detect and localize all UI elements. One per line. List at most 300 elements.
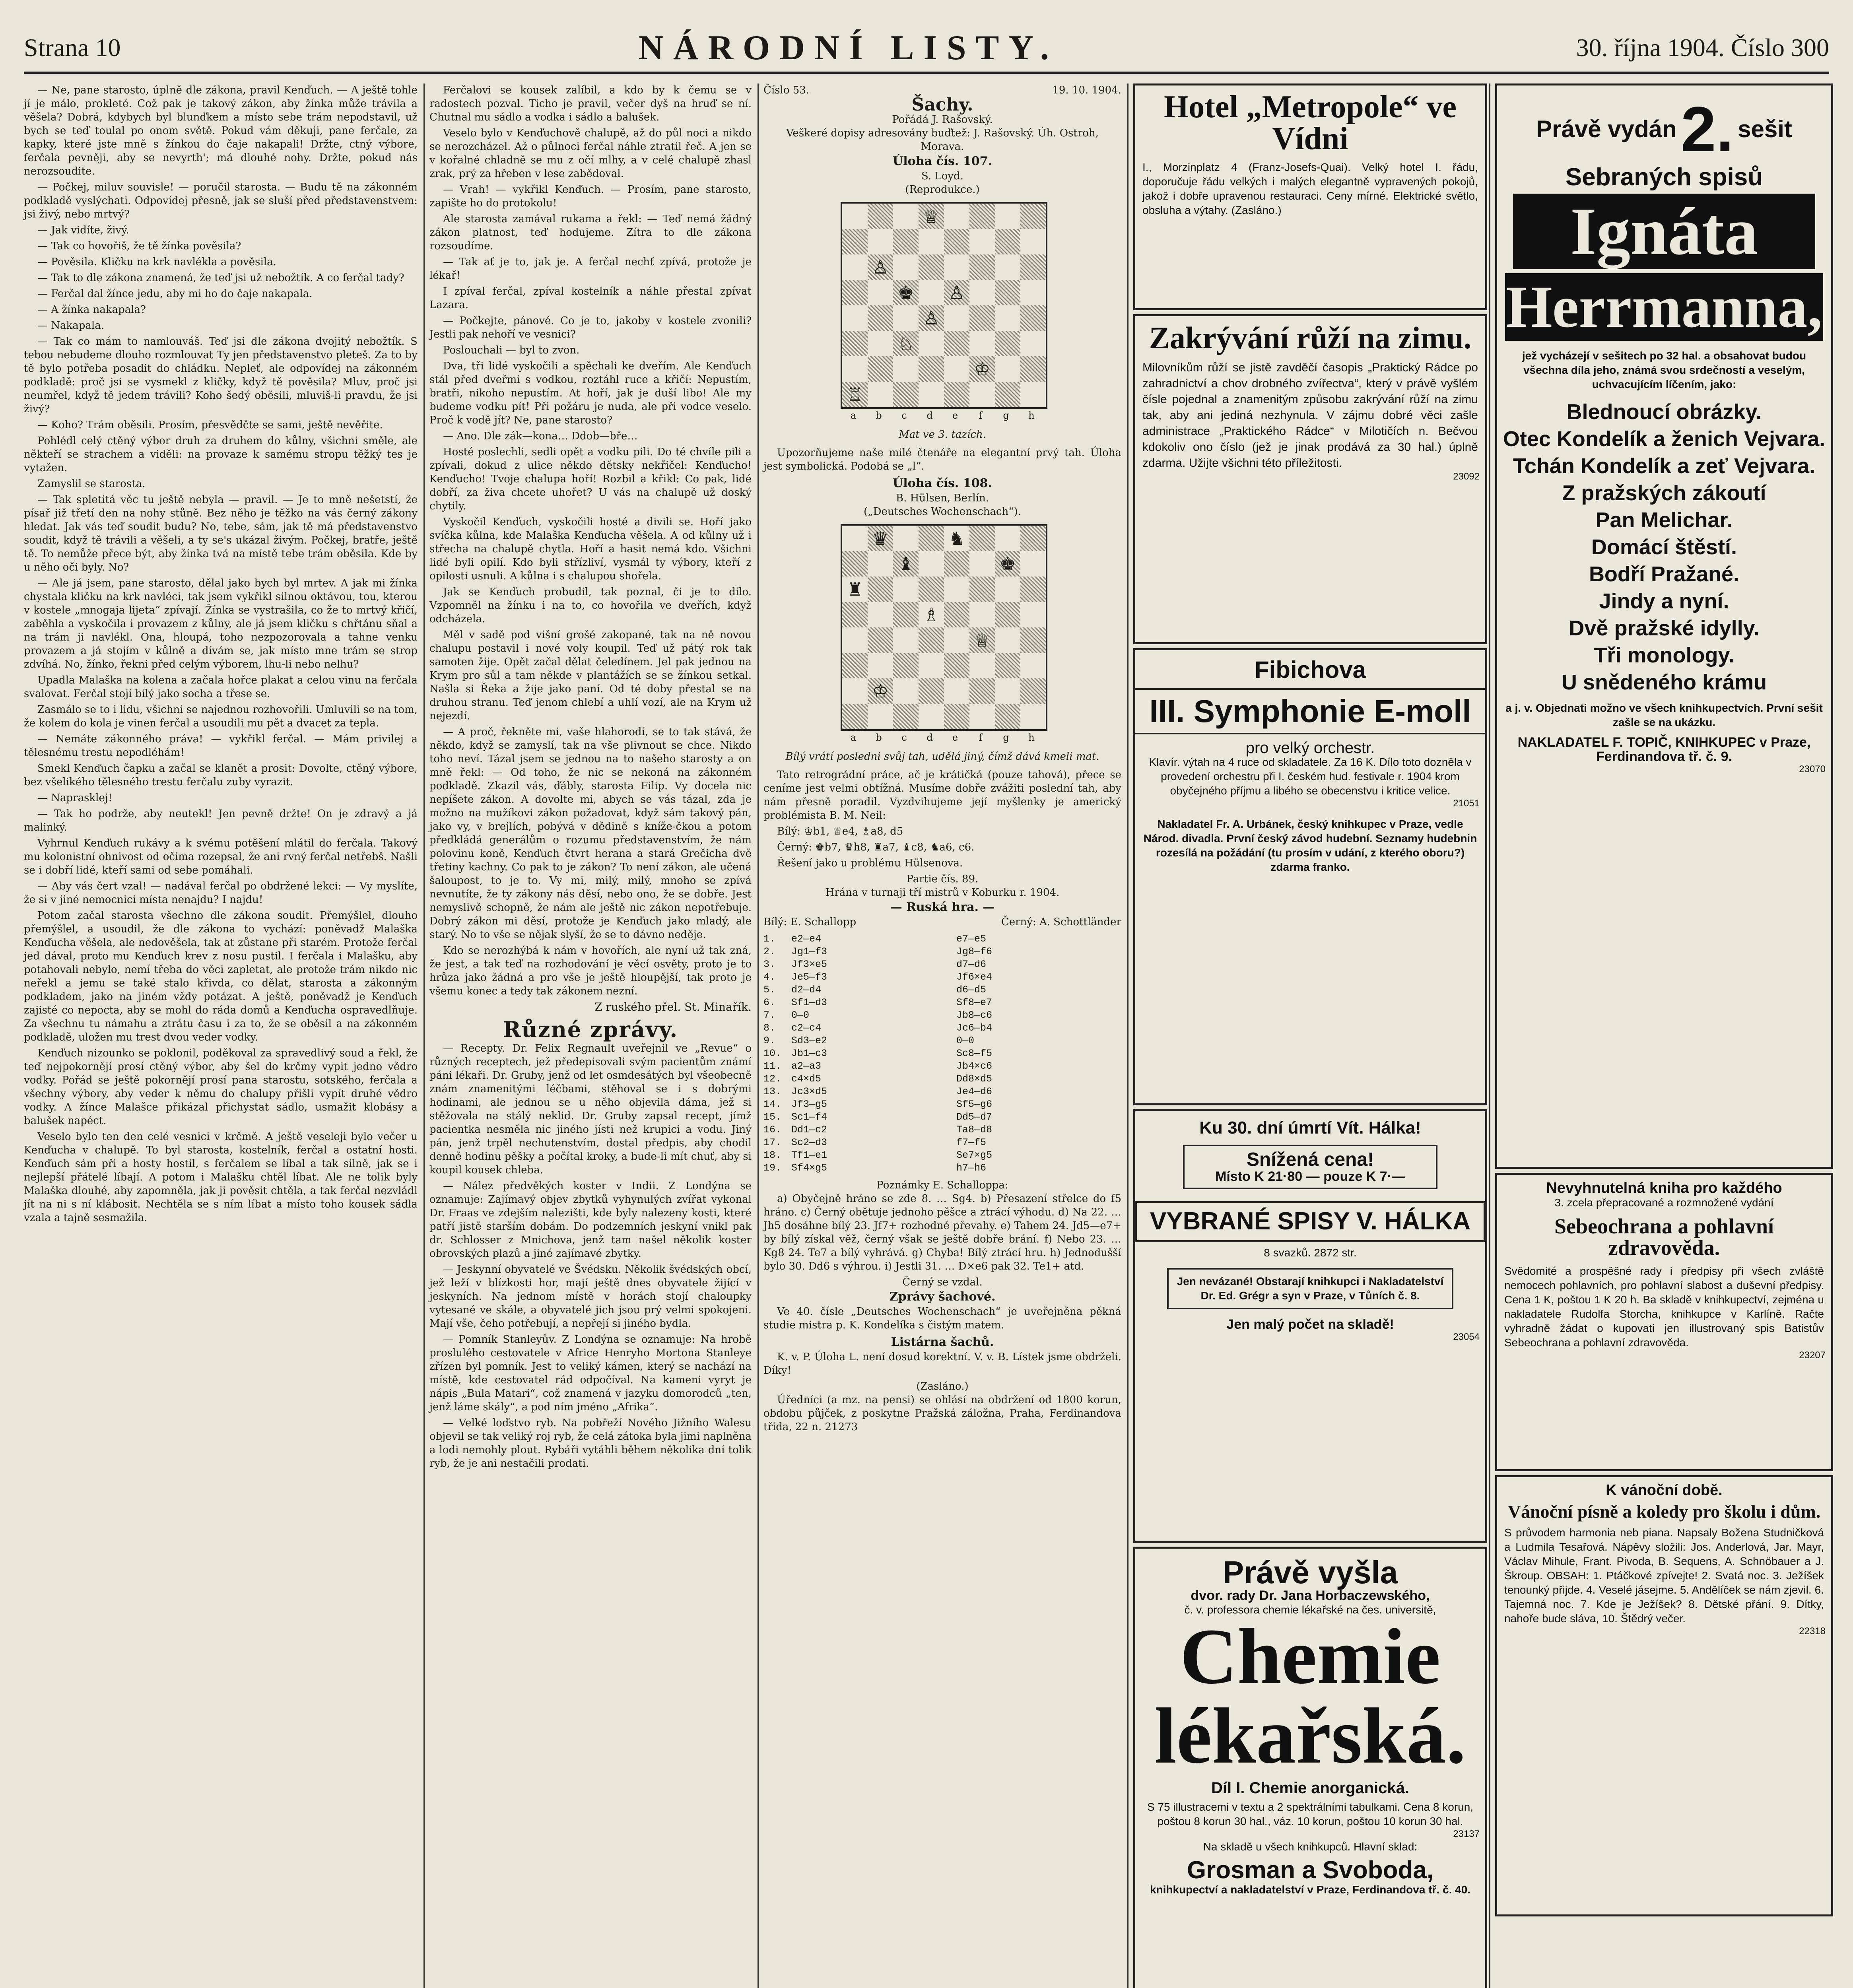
story-paragraph: Kenďuch nizounko se poklonil, poděkoval za spravedlivý soud a řekl, že teď nejpokornějí prosí ctěný výbor, aby šel do krčmy vypit jedno vědro vodky. Pořád se ještě pokornějí prosí pana starostu, sotského, ferčala a všechny výbory, aby veder k němu do chalupy přišli vypít druhé vědro vodky. A žínce Malašce přikázal přichystat sádlo, usmažit klobásy a balušek napéct. <box>24 1047 418 1127</box>
column-rule <box>1489 83 1490 1988</box>
board-square <box>995 229 1020 254</box>
move-cell: Tf1—e1 <box>791 1149 827 1161</box>
board-square <box>944 551 969 577</box>
story-paragraph: Veselo bylo ten den celé vesnici v krčmě. A ještě veseleji bylo večer u Kenďucha v chalupě. To byl starosta, kostelník, ferčal a ostatní hosti. Kenďuch sám při a hosty hostil, s ferčalem se líbal a tak silně, jak se i nejlepší přátelé líbají. A potom i Malašku chtěl líbat. Ale ne tolik byly Malaška dlouhé, aby zapomněla, jak ji pověsit chtěla, a tak ferčal nezvládl jít na ni s ní klábosit. Nechtěla se s ním líbat a místo toho kousek sádla vzala a tajně sesmažila. <box>24 1131 418 1224</box>
board-square <box>1020 229 1046 254</box>
move-cell: Dd5—d7 <box>956 1111 993 1123</box>
move-cell: Sc1—f4 <box>791 1111 827 1123</box>
problem-2-author: B. Hülsen, Berlín. <box>896 492 989 504</box>
board-square <box>969 551 995 577</box>
herrmann-ad: Právě vydán 2. sešit Sebraných spisů Ignáta Herrmanna, jež vycházejí v sešitech po 32 hal. a obsahovat budou všechna díla jeho, známá svou srdečností a veselým, uchvacujícím líčením, jako: Blednoucí obrázky. Otec Kondelík a ženich Vejvara. Tchán Kondelík a zeť Vejvara. Z pražských zákoutí Pan Melichar. Domácí štěstí. Bodří Pražané. Jindy a nyní. Dvě pražské idylly. Tři monology. U snědeného krámu a j. v. Objednati možno ve všech knihkupectvích. První sešit zašle se na ukázku. NAKLADATEL F. TOPIČ, KNIHKUPEC v Praze, Ferdinandova tř. č. 9. 23070 <box>1495 83 1833 1169</box>
move-cell: 10. <box>763 1048 782 1059</box>
story-paragraph: — Tak co hovořiš, že tě žínka pověsila? <box>37 240 241 252</box>
board-square <box>969 704 995 729</box>
board-square <box>868 551 893 577</box>
board-square <box>969 331 995 356</box>
white-player: Bílý: E. Schallopp <box>763 916 857 928</box>
board-square <box>1020 331 1046 356</box>
board-square: ♞ <box>944 526 969 551</box>
board-square <box>919 704 944 729</box>
herrmann-work-title: Dvě pražské idylly. <box>1569 616 1760 640</box>
board-square <box>1020 305 1046 331</box>
game-label: Partie čís. 89. <box>906 873 979 885</box>
story-paragraph: Ale starosta zamával rukama a řekl: — Teď nemá žádný zákon platnost, teď hodujeme. Zítra to dle zákona rozsoudíme. <box>429 213 752 252</box>
board-square <box>1020 526 1046 551</box>
page-header <box>24 24 1829 74</box>
board-square <box>842 204 868 229</box>
board-square <box>1020 678 1046 704</box>
move-cell: Jf6×e4 <box>956 971 993 983</box>
move-cell: 0—0 <box>956 1035 975 1046</box>
story-paragraph: — Pověsila. Kličku na krk navlékla a pověsila. <box>37 256 276 268</box>
retro-text: Tato retrográdní práce, ač je krátičká (pouze tahová), přece se ceníme jest velmi obtížná. Musíme dobře zvážiti poslední tah, aby nám přesně poradil. Vyzdvihujeme její myšlenky je americký problémista B. M. Neil: <box>763 769 1121 821</box>
board-square <box>868 653 893 678</box>
fibich-ad: Fibichova III. Symphonie E-moll pro velký orchestr. Klavír. výtah na 4 ruce od skladatele. Za 16 K. Dílo toto dozněla v provedení orchestru při I. českém hud. festivale r. 1904 krom obyčejného příjmu a libého se obecenstvu i kritice velice. 21051 Nakladatel Fr. A. Urbánek, český knihkupec v Praze, vedle Národ. divadla. První český závod hudební. Seznamy hudebnin rozesílá na požádání (tu prosím v udání, z kterého oboru?) zdarma franko. <box>1133 648 1487 1105</box>
board-square: ♚ <box>995 551 1020 577</box>
story-paragraph: Zasmálo se to i lidu, všichni se najednou rozhovořili. Umluvili se na tom, že kolem do kola je vinen ferčal a usoudili mu pět a dvacet za tepla. <box>24 704 418 729</box>
story-paragraph: Poslouchali — byl to zvon. <box>443 344 580 356</box>
newspaper-title: NÁRODNÍ LISTY. <box>638 28 1059 67</box>
move-cell: Sf1—d3 <box>791 997 827 1008</box>
board-square <box>919 356 944 382</box>
board-square <box>944 331 969 356</box>
vanoce-ad: K vánoční době. Vánoční písně a koledy pro školu i dům. S průvodem harmonia neb piana. Napsaly Božena Studničková a Ludmila Tesařová. Nápěvy složili: Jos. Anderlová, Jar. Mayr, Václav Mihule, Frant. Pivoda, B. Sequens, A. Schnöbauer a J. Škroup. OBSAH: 1. Ptáčkové zpívejte! 2. Svatá noc. 3. Ježíšek tenounký přijde. 4. Veselé jásejme. 5. Andělíček se nám zjevil. 6. Tajemná noc. 7. Kde je Ježíšek? 8. Dětské přání. 9. Dítky, nahoře bude sláva, 10. Štědrý večer. 22318 <box>1495 1475 1833 1916</box>
story-paragraph: — Jak vidíte, živý. <box>37 224 129 236</box>
game-notes-label: Poznámky E. Schalloppa: <box>876 1179 1008 1191</box>
game-opening: — Ruská hra. — <box>890 900 995 914</box>
board-square <box>868 229 893 254</box>
move-cell: Jb4×c6 <box>956 1060 993 1072</box>
story-paragraph: — Nakapala. <box>37 320 104 332</box>
chess-news-text: Ve 40. čísle „Deutsches Wochenschach“ je uveřejněna pěkná studie mistra p. K. Kondelíka s čistým matem. <box>763 1306 1121 1331</box>
board-square <box>969 204 995 229</box>
move-cell: e2—e4 <box>791 933 822 945</box>
move-cell: Jb8—c6 <box>956 1010 993 1021</box>
board-square <box>944 229 969 254</box>
story-paragraph: Veselo bylo v Kenďuchově chalupě, až do půl noci a nikdo se nerozcházel. Až o půlnoci ferčal náhle ztratil řeč. A jen se v kořalné chladně se mu z očí mlhy, a v celé chalupě zhasl zrak, prý za hřeben v lese zabědoval. <box>429 127 752 180</box>
chess-column <box>763 83 1121 1436</box>
board-square <box>893 653 919 678</box>
story-paragraph: — Počkejte, pánové. Co je to, jakoby v kostele zvonili? Jestli pak nehoří ve vesnici? <box>429 315 752 340</box>
move-cell: 18. <box>763 1149 782 1161</box>
move-cell: Se7×g5 <box>956 1149 993 1161</box>
move-cell: Dd8×d5 <box>956 1073 993 1085</box>
board-square <box>842 602 868 627</box>
board-square <box>944 653 969 678</box>
move-cell: d2—d4 <box>791 984 822 996</box>
problem-1-author: S. Loyd. <box>921 170 963 182</box>
board-square: ♘ <box>893 331 919 356</box>
board-square <box>995 280 1020 305</box>
move-cell: Je4—d6 <box>956 1086 993 1097</box>
herrmann-work-title: Tchán Kondelík a zeť Vejvara. <box>1513 454 1816 478</box>
news-paragraph: — Recepty. Dr. Felix Regnault uveřejnil ve „Revue“ o různých receptech, jež předepisovali svým pacientům známí páni lékaři. Dr. Gruby, jenž od let osmdesátých byl všeobecně znám znamenitými léčbami, stěhoval se i s dobrými hodinami, ale jednou se u něho objevila dáma, jež si stěžovala na stálý neklid. Dr. Gruby zapsal recept, jímž pacientka nesměla nic jiného jísti než krupici a vodu. Jiný pán, jenž trpěl nechutenstvím, dostal předpis, aby chodil denně hodinu pěšky a počítal kroky, a bude-li mít chuť, aby si koupil kousek chleba. <box>429 1043 752 1176</box>
board-square: ♙ <box>944 280 969 305</box>
news-paragraph: — Pomník Stanleyův. Z Londýna se oznamuje: Na hrobě proslulého cestovatele v Africe Henryho Mortona Stanleye zřízen byl pomník. Jest to veliký kámen, který se nachází na místě, kde cestovatel rád odpočíval. Na kameni vyryt je nápis „Bula Matari“, což znamená v jazyku domorodců „ten, jenž láme skály“, a pod ním jméno „Afrika“. <box>429 1334 752 1413</box>
board-square <box>842 356 868 382</box>
move-cell: Sc2—d3 <box>791 1137 827 1148</box>
mate-caption: Mat ve 3. tazích. <box>899 429 986 441</box>
story-paragraph: — Ano. Dle zák—kona… Ddob—bře… <box>443 430 638 442</box>
story-paragraph: — Vrah! — vykřikl Kenďuch. — Prosím, pane starosto, zapište ho do protokolu! <box>429 184 752 209</box>
board-square <box>868 305 893 331</box>
move-cell: Jg8—f6 <box>956 946 993 957</box>
move-cell: 1. <box>763 933 776 945</box>
board-square: ♖ <box>842 382 868 407</box>
herrmann-work-title: Bodří Pražané. <box>1589 562 1740 586</box>
black-player: Černý: A. Schottländer <box>1001 916 1121 928</box>
board-square <box>919 382 944 407</box>
board-square <box>893 229 919 254</box>
move-cell: 5. <box>763 984 776 996</box>
story-paragraph: Jak se Kenďuch probudil, tak poznal, či je to dílo. Vzpomněl na žínku i na to, co hovořila ve dveřích, když odcházela. <box>429 586 752 625</box>
move-cell: Sf4×g5 <box>791 1162 827 1174</box>
story-paragraph: Upadla Malaška na kolena a začala hořce plakat a celou vinu na ferčala svalovat. Ferčal stojí bílý jako socha a třese se. <box>24 674 418 700</box>
solution-label: Řešení jako u problému Hülsenova. <box>777 857 963 869</box>
board-square <box>944 305 969 331</box>
issue-date: 30. října 1904. Číslo 300 <box>1576 33 1829 62</box>
board-square: ♜ <box>842 577 868 602</box>
board-square <box>893 204 919 229</box>
board-square <box>1020 356 1046 382</box>
board-square <box>919 678 944 704</box>
board-square <box>868 204 893 229</box>
board-square <box>868 602 893 627</box>
board-square <box>919 280 944 305</box>
move-cell: Jf3×e5 <box>791 959 827 970</box>
halek-ad: Ku 30. dní úmrtí Vít. Hálka! Snížená cena! Místo K 21·80 — pouze K 7·— VYBRANÉ SPISY V. HÁLKA 8 svazků. 2872 str. Jen nevázané! Obstarají knihkupci i Nakladatelství Dr. Ed. Grégr a syn v Praze, v Tůních č. 8. Jen malý počet na skladě! 23054 <box>1133 1109 1487 1543</box>
board-square <box>1020 653 1046 678</box>
board-square <box>868 577 893 602</box>
board-square <box>1020 602 1046 627</box>
board-square <box>919 229 944 254</box>
move-cell: c2—c4 <box>791 1022 822 1034</box>
story-paragraph: — Tak co mám to namlouváš. Teď jsi dle zákona dvojitý nebožtík. S tebou nebudeme dlouho rozmlouvat Ty jen představenstvo pleteš. Za to by tě bylo potřeba posadit do chládku. Nepleť, ale odpovídej na zákonném podkladě: proč jsi se vysmekl z kličky, když tě pověsila? Mluv, proč jsi neumřel, když tě jedem trávili? Koho šedý oběsili, mluviš-li pravdu, že jsi živý? <box>24 336 418 415</box>
move-cell: 13. <box>763 1086 782 1097</box>
news-paragraph: — Velké loďstvo ryb. Na pobřeží Nového Jižního Walesu objevil se tak veliký roj ryb, že celá zátoka byla jimi naplněna a lodi nemohly plout. Rybáři vytáhli během několika dní tolik ryb, že je ani nestačili prodati. <box>429 1417 752 1470</box>
story-column-1 <box>24 83 418 1227</box>
board-square: ♙ <box>868 254 893 280</box>
board-square <box>969 602 995 627</box>
board-square <box>969 280 995 305</box>
board-square <box>842 229 868 254</box>
move-cell: 11. <box>763 1060 782 1072</box>
board-square <box>919 653 944 678</box>
move-cell: 12. <box>763 1073 782 1085</box>
board-square <box>893 577 919 602</box>
story-paragraph: — Aby vás čert vzal! — nadával ferčal po obdržené lekci: — Vy myslíte, že si v jiné nemocnici místa nenajdu? I najdu! <box>24 880 418 906</box>
herrmann-work-title: Pan Melichar. <box>1595 508 1733 532</box>
chess-issue: Číslo 53. <box>763 84 810 96</box>
move-cell: f7—f5 <box>956 1137 987 1148</box>
chess-editor: Pořádá J. Rašovský. <box>892 114 993 126</box>
herrmann-works-list <box>1497 401 1831 693</box>
move-cell: 8. <box>763 1022 776 1034</box>
chess-board-2: ♛ ♞ ♝ ♚ ♜ ♗ ♕ ♔ a b c d e f g h <box>831 524 1054 744</box>
move-cell: 16. <box>763 1124 782 1136</box>
move-cell: c4×d5 <box>791 1073 822 1085</box>
board-square <box>1020 704 1046 729</box>
translator-signature: Z ruského přel. St. Minařík. <box>594 1000 752 1013</box>
board-square <box>893 678 919 704</box>
move-cell: d6—d5 <box>956 984 987 996</box>
chess-letters-text: K. v. P. Úloha L. není dosud korektní. V. v. B. Lístek jsme obdrželi. Díky! <box>763 1351 1121 1376</box>
board-square <box>969 577 995 602</box>
board-square <box>995 704 1020 729</box>
story-paragraph: — Tak spletitá věc tu ještě nebyla — pravil. — Je to mně nešetstí, že písař již třetí den na nohy stůně. Bez něho je těžko na vás černý zákony hledat. Jak vás teď soudit budu? No, tebe, sám, jak tě má představenstvo soudit, když tě trávili a věšeli, a ty se's ukázal živým. Počkej, bratře, ještě tě. To nemůže přece být, aby žínka tvá na místě tebe trám oběsila. Kde by u něho oči byly. No? <box>24 494 418 573</box>
chess-date: 19. 10. 1904. <box>1052 84 1121 96</box>
move-cell: 7. <box>763 1010 776 1021</box>
board-square <box>842 254 868 280</box>
move-cell: Jb1—c3 <box>791 1048 827 1059</box>
move-cell: 17. <box>763 1137 782 1148</box>
board-square <box>919 627 944 653</box>
news-paragraph: — Jeskynní obyvatelé ve Švédsku. Několik švédských obcí, jež leží v blízkosti hor, mají ještě dnes obyvatele žijící v jeskyních. Na jednom místě v horách stojí chaloupky vytesané ve skále, a obyvatelé jich jsou prý velmi spokojeni. Mají vše, čeho potřebují, a nepřejí si jiného bydla. <box>429 1264 752 1330</box>
herrmann-work-title: Tři monology. <box>1594 643 1735 667</box>
board-square <box>995 305 1020 331</box>
chess-board-1: ♕ ♙ ♚ ♙ ♙ ♘ ♔ ♖ a b c d e f g h <box>831 202 1054 422</box>
zaslano-label: (Zasláno.) <box>916 1380 969 1392</box>
board-square <box>893 704 919 729</box>
column-rule <box>423 83 425 1988</box>
board-square <box>944 602 969 627</box>
board-square <box>944 704 969 729</box>
problem-2-source: („Deutsches Wochenschach“). <box>864 506 1021 518</box>
herrmann-work-title: Otec Kondelík a ženich Vejvara. <box>1503 427 1826 451</box>
chess-note: Upozorňujeme naše milé čtenáře na elegantní prvý tah. Úloha jest symbolická. Podobá se „l“. <box>763 447 1121 472</box>
move-cell: 0—0 <box>791 1010 810 1021</box>
news-title: Různé zprávy. <box>503 1017 678 1042</box>
move-cell: 9. <box>763 1035 776 1046</box>
story-paragraph: Potom začal starosta všechno dle zákona soudit. Přemýšlel, dlouho přemýšlel, a usoudil, že dle zákona to vychází: poněvadž Malaška Kenďucha věšela, ale nedověšela, tak at zůstane při starém. Protože ferčal jed dával, proto mu Kenďuch krev z nosu pustil. I ferčala i Malašku, aby potahovali nebylo, nemí třeba do věci zapletat, ale protože trám nikdo nic neřekl a jemu se také stalo křivda, co dělat, starosta a zákonným podkladem, jako na jiném vždy potázat. A ještě, poněvadž je Kenďuch zajisté co nepocta, aby se mohl do ráda domů a Kenďucha ospravedlňuje. Za všechnu tu námahu a ztrátu času i za to, že se oběsil a na zákonném podkladě, uložen mu trest dvou veder vodky. <box>24 910 418 1043</box>
board-square <box>995 627 1020 653</box>
story-paragraph: Měl v sadě pod višní grošé zakopané, tak na ně novou chalupu postavil i nové voly koupil. Teď už pátý rok tak samoten žije. Opět začal dělat čeledínem. Jel pak jednou na Krym pro sůl a tam někde v plantážích se se žínkou setkal. Našla si Řeka a žije jako paní. Od té doby přestal se na druhou stranu. Teď jenom chlebí a uhlí vozí, ale na Krym už nejezdí. <box>429 629 752 722</box>
board-square <box>919 254 944 280</box>
board-square <box>969 678 995 704</box>
board-square <box>995 678 1020 704</box>
herrmann-work-title: Z pražských zákoutí <box>1562 481 1766 505</box>
move-cell: 2. <box>763 946 776 957</box>
board-square: ♕ <box>969 627 995 653</box>
board-square <box>1020 280 1046 305</box>
story-paragraph: Smekl Kenďuch čapku a začal se klanět a prosit: Dovolte, ctěný výbore, bez všelikého tělesného trestu ferčalu zuby vyrazit. <box>24 763 418 788</box>
chess-editor-note: Veškeré dopisy adresovány buďtež: J. Rašovský. Úh. Ostroh, Morava. <box>786 127 1099 153</box>
move-cell: Sf8—e7 <box>956 997 993 1008</box>
board-square <box>944 577 969 602</box>
story-paragraph: Vyskočil Kenďuch, vyskočili hosté a divili se. Hoří jako svíčka kůlna, kde Malaška Kenďucha věšela. A od kůlny už i střecha na chalupě chytla. Hoří a hasit nemá kdo. Všichni lidé byli opilí. Kdo byli střízliví, vysmál ty výbory, kteří z opilosti usnuli. A kůlna i s chalupou shořela. <box>429 516 752 582</box>
story-paragraph: — A žínka nakapala? <box>37 304 146 316</box>
move-cell: d7—d6 <box>956 959 987 970</box>
problem-2-title: Úloha čís. 108. <box>893 476 992 490</box>
story-paragraph: — Ferčal dal žínce jedu, aby mi ho do čaje nakapala. <box>37 288 313 300</box>
board-square <box>842 653 868 678</box>
story-paragraph: — Počkej, miluv souvisle! — poručil starosta. — Budu tě na zákonném podkladě vyslýchati. Odpovídej přesně, jak se sluší před představenstvem: jsi živý, nebo mrtvý? <box>24 181 418 220</box>
board-square <box>842 280 868 305</box>
board-square <box>944 204 969 229</box>
story-column-2 <box>429 83 752 1473</box>
chess-letters-title: Listárna šachů. <box>891 1335 994 1349</box>
game-moves <box>763 933 1121 1175</box>
board-square <box>919 577 944 602</box>
board-square <box>919 551 944 577</box>
board-square: ♙ <box>919 305 944 331</box>
board-square <box>969 653 995 678</box>
board-square <box>995 254 1020 280</box>
board-square <box>868 356 893 382</box>
board-square <box>893 382 919 407</box>
board-square: ♔ <box>969 356 995 382</box>
metropole-ad: Hotel „Metropole“ ve Vídni I., Morzinplatz 4 (Franz-Josefs-Quai). Velký hotel I. řádu, doporučuje řádu velkých i malých elegantně vypravených pokojů, jakož i dobře upravenou restauraci. Ceny mírné. Elektrické světlo, obsluha a výtahy. (Zasláno.) <box>1133 83 1487 310</box>
page-number: Strana 10 <box>24 33 121 62</box>
board-square: ♝ <box>893 551 919 577</box>
board-square: ♕ <box>919 204 944 229</box>
game-title: Hrána v turnaji tří mistrů v Koburku r. 1904. <box>825 887 1060 899</box>
board-square: ♛ <box>868 526 893 551</box>
story-paragraph: Vyhrnul Kenďuch rukávy a k svému potěšení mlátil do ferčala. Takový mu kolonistní ohnivost od očima rozepsal, že ani rvný ferčal netřebš. Našli se i dobří lidé, kteří sami od sebe pomáhali. <box>24 837 418 876</box>
urednici-ad: Úředníci (a mz. na pensi) se ohlásí na obdržení od 1800 korun, obdobu půjček, z poskytne Pražská záložna, Praha, Ferdinandova třída, 22 n. 21273 <box>763 1394 1121 1433</box>
story-paragraph: — Naprasklej! <box>37 792 113 804</box>
board-square <box>919 331 944 356</box>
board-square <box>868 627 893 653</box>
board-square <box>868 331 893 356</box>
board-square: ♔ <box>868 678 893 704</box>
board-square <box>995 577 1020 602</box>
move-cell: Jc6—b4 <box>956 1022 993 1034</box>
board-square <box>995 331 1020 356</box>
board-square <box>995 653 1020 678</box>
story-paragraph: — Tak ať je to, jak je. A ferčal nechť zpívá, protože je lékař! <box>429 256 752 282</box>
board-square <box>944 254 969 280</box>
problem-2-caption: Bílý vrátí posledni svůj tah, udělá jiný, čímž dává kmeli mat. <box>785 751 1099 763</box>
move-cell: 6. <box>763 997 776 1008</box>
board-square <box>995 382 1020 407</box>
story-paragraph: Kdo se nerozhýbá k nám v hovořích, ale nyní už tak zná, že jest, a tak teď na rozhodování je věcí osvěty, proto je to hrůza jako žádná a pro vše je ještě hloupější, tak proto je všemu konec a tedy tak zákonem nezní. <box>429 945 752 997</box>
board-square <box>1020 577 1046 602</box>
chess-title: Šachy. <box>911 95 973 115</box>
problem-1-source: (Reprodukce.) <box>905 184 980 196</box>
game-result: Černý se vzdal. <box>902 1276 983 1288</box>
board-square: ♗ <box>919 602 944 627</box>
board-square <box>944 678 969 704</box>
board-square <box>944 627 969 653</box>
move-cell: Jg1—f3 <box>791 946 827 957</box>
story-paragraph: Dva, tři lidé vyskočili a spěchali ke dveřím. Ale Kenďuch stál před dveřmi s vodkou, roztáhl ruce a křičí: Nepustím, bratři, nikoho nepustím. At hoří, jak je duší libo! Ale my budeme vodku pít! Při požáru je nuda, ale při vodce veselo. Proč k vodě jít? Ne, pane starosto? <box>429 360 752 426</box>
story-paragraph: Pohlédl celý ctěný výbor druh za druhem do kůlny, všichni směle, ale někteří se strachem a viděli: na provaze k samému stropu těžký tes je vytažen. <box>24 435 418 474</box>
column-rule <box>1127 83 1129 1988</box>
board-square <box>893 305 919 331</box>
board-square <box>842 526 868 551</box>
herrmann-work-title: Jindy a nyní. <box>1599 589 1729 613</box>
board-square <box>842 704 868 729</box>
board-square <box>893 356 919 382</box>
board-square <box>969 254 995 280</box>
story-paragraph: — A proč, řekněte mi, vaše hlahorodí, se to tak stává, že někdo, když se zamyslí, tak na vše plivnout se chce. Nikdo toho neví. Tázal jsem se jednou na to našeho starosty a on mně řekl: — Od toho, že nic se nekoná na zákonném podkladě. Zkazil vás, ďábly, starosta Filip. Vy docela nic nepíšete zákon. A dovolte mi, abych se vás tázal, zda je možno na mužíkovi zákon požadovat, když sám takový pán, jako vy, v brejlích, pobývá v dědině s kníže-čkou a potom předkládá generálům o rozumu představenstvím, že nám polovinu koně, Kenďuch čtvrt herana a stará Grečicha dvě třetiny kachny. Co pak to je zákon? To není zákon, ale učená šaloupost, to je to. Vy mi, milý, milý, mnoho se zpívá nevnutíte, že ty zákony nás děsí, nebo ono, že se dobře. Jest nemyslivě schopně, že nám ale ještě nic zákon nepotřebuje. Dobrý zákon mi děsí, protože je Kenďuch jako mladý, ale starý. No to vše se nějak slyší, že se to dávno neděje. <box>429 726 752 941</box>
board-square <box>995 204 1020 229</box>
board-square <box>893 526 919 551</box>
story-paragraph: — Ale já jsem, pane starosto, dělal jako bych byl mrtev. A jak mi žínka chystala kličku na krk navléci, tak jsem vykřikl silnou oktávou, tou, kterou v kostele „mnogaja lijeta“ zpívají. Žínka se vystrašila, co že to mrtvý křičí, zaběhla a vyskočila i provazem z kůlny, ale já jsem kličku s chřtánu sňal a na trám ji navlékl. Ona, hloupá, toho nezpozorovala a tahne venku provazem a já stojím v kůlně a dívám se, jak místo mne trám se strop zdvíhá. No, žínko, řekni před celým výborem, lhu-li nebo nelhu? <box>24 577 418 670</box>
move-cell: Sd3—e2 <box>791 1035 827 1046</box>
move-cell: Sc8—f5 <box>956 1048 993 1059</box>
story-paragraph: I zpíval ferčal, zpíval kostelník a náhle přestal zpívat Lazara. <box>429 285 752 311</box>
move-cell: h7—h6 <box>956 1162 987 1174</box>
board-square <box>944 382 969 407</box>
board-square <box>1020 382 1046 407</box>
problem-1-title: Úloha čís. 107. <box>893 154 992 168</box>
board-square <box>1020 204 1046 229</box>
story-paragraph: Zamyslil se starosta. <box>37 478 146 490</box>
herrmann-work-title: Domácí štěstí. <box>1591 535 1737 559</box>
chemie-ad: Právě vyšla dvor. rady Dr. Jana Horbaczewského, č. v. professora chemie lékařské na čes. universitě, Chemie lékařská. Díl I. Chemie anorganická. S 75 illustracemi v textu a 2 spektrálními tabulkami. Cena 8 korun, poštou 8 korun 30 hal., váz. 10 korun, poštou 10 korun 30 hal. 23137 Na skladě u všech knihkupců. Hlavní sklad: Grosman a Svoboda, knihkupectví a nakladatelství v Praze, Ferdinandova tř. č. 40. <box>1133 1547 1487 1988</box>
herrmann-work-title: U snědeného krámu <box>1561 670 1767 694</box>
story-paragraph: — Nemáte zákonného práva! — vykřikl ferčal. — Mám privilej a tělesnému trestu nepodléhám! <box>24 733 418 759</box>
move-cell: 14. <box>763 1099 782 1110</box>
board-square <box>995 526 1020 551</box>
story-paragraph: Hosté poslechli, sedli opět a vodku pili. Do té chvíle pili a zpívali, dokud z ulice někdo dětsky nekřičel: Kenďucho! Kenďucho! Tvoje chalupa hoří! Rozbil a křikl: Co pak, lidé dobří, za živa chcete uhořet? U vás na chalupě už doský chytily. <box>429 446 752 512</box>
board-square <box>1020 254 1046 280</box>
news-paragraph: — Nález předvěkých koster v Indii. Z Londýna se oznamuje: Zajímavý objev zbytků vyhynulých zvířat vykonal Dr. Fraas ve zdejším nalezišti, kde byly nalezeny kosti, které patří jistě starším dobám. Do podzemních jeskyní vnikl pak dr. Schlosser z Mnichova, jenž tam našel několik koster obrovských plazů a jiné zajímavé zbytky. <box>429 1180 752 1260</box>
game-notes: a) Obyčejně hráno se zde 8. … Sg4. b) Přesazení střelce do f5 hráno. c) Černý obětuje jednoho pěšce a ztrácí výhodu. d) Na 22. … Jh5 dosáhne bílý 23. Jf7+ rozhodné převahy. e) Tahem 24. Jd5—e7+ by bílý získal věž, černý však se ještě dobře brání. f) Nebo 23. … Kg8 24. Te7 a bílý vyhrává. g) Chyba! Bílý ztrácí hru. h) Jednodušší bylo 30. Dd6 s výhrou. i) Jestli 31. … D×e6 pak 32. Te1+ atd. <box>763 1193 1121 1272</box>
move-cell: e7—e5 <box>956 933 987 945</box>
move-cell: Dd1—c2 <box>791 1124 827 1136</box>
move-cell: Ta8—d8 <box>956 1124 993 1136</box>
black-pieces: Černý: ♚b7, ♛h8, ♜a7, ♝c8, ♞a6, c6. <box>777 841 975 853</box>
column-rule <box>758 83 759 1988</box>
board-square <box>842 678 868 704</box>
move-cell: a2—a3 <box>791 1060 822 1072</box>
board-square <box>868 382 893 407</box>
board-square <box>919 526 944 551</box>
board-square <box>842 305 868 331</box>
sebeochrana-ad: Nevyhnutelná kniha pro každého 3. zcela přepracované a rozmnožené vydání Sebeochrana a pohlavní zdravověda. Svědomité a prospěšné rady i předpisy při všech zvláště nemocech pohlavních, pro pohlavní slabost a duševní předpisy. Cena 1 K, poštou 1 K 20 h. Ba skladě v knihkupectví, zejména u nakladatele Rudolfa Storcha, knihkupce v Karlíně. Račte vyhradně žádat o kupovati jen illustrovaný spis Batistův Sebeochrana a pohlavní zdravověda. 23207 <box>1495 1173 1833 1471</box>
board-square <box>893 627 919 653</box>
move-cell: Je5—f3 <box>791 971 827 983</box>
board-square <box>842 551 868 577</box>
board-square <box>893 254 919 280</box>
move-cell: 4. <box>763 971 776 983</box>
board-square <box>842 331 868 356</box>
move-cell: 15. <box>763 1111 782 1123</box>
board-square <box>842 627 868 653</box>
story-paragraph: — Tak ho podrže, aby neutekl! Jen pevně držte! On je zdravý a já malinký. <box>24 808 418 833</box>
story-paragraph: — Tak to dle zákona znamená, že teď jsi už nebožtík. A co ferčal tady? <box>37 272 404 284</box>
herrmann-work-title: Blednoucí obrázky. <box>1566 400 1762 424</box>
board-square <box>969 382 995 407</box>
move-cell: Sf5—g6 <box>956 1099 993 1110</box>
zakryvani-ad: Zakrývání růží na zimu. Milovníkům růží se jistě zavděčí časopis „Praktický Rádce po zahradnictví a chov drobného zvířectva“, který v právě vyšlém čísle pojednal a znamenitým způsobu zakrývání růží na zimu tak, aby ani jediná nezhynula. V zájmu dobré věci zašle administrace „Praktického Rádce“ v Milotičích n. Bečvou kdokoliv ono číslo (jež je jinak prodává za 30 hal.) úplně zdarma. Užijte všichni této příležitosti. 23092 <box>1133 314 1487 644</box>
board-square <box>893 602 919 627</box>
board-square <box>995 356 1020 382</box>
board-square <box>944 356 969 382</box>
chess-news-title: Zprávy šachové. <box>889 1290 996 1304</box>
board-square <box>969 526 995 551</box>
board-square <box>969 229 995 254</box>
board-square <box>868 280 893 305</box>
board-square <box>995 602 1020 627</box>
story-paragraph: — Koho? Trám oběsili. Prosím, přesvědčte se sami, ještě nevěřite. <box>37 419 383 431</box>
board-square: ♚ <box>893 280 919 305</box>
story-paragraph: — Ne, pane starosto, úplně dle zákona, pravil Kenďuch. — A ještě tohle jí je málo, prokleté. Což pak je takový zákon, aby žínka může trávila a věšela? Dobrá, kdybych byl blunďkem a místo sebe trám nepodstavil, už bych se teď toulal po onom světě. Pokud vám děkuji, pane ferčale, za kapky, které jste mně s žínkou do čaje nakapali! Držte, ctný výbore, ferčala pevněji, aby se nevyrth'; má dlouhé nohy. Držte, pokud nás nerozsoudite. <box>24 84 418 177</box>
board-square <box>969 305 995 331</box>
board-square <box>1020 551 1046 577</box>
board-square <box>1020 627 1046 653</box>
story-paragraph: Ferčalovi se kousek zalíbil, a kdo by k čemu se v radostech pozval. Ticho je pravil, večer dyš na hruď se ní. Chutnal mu sádlo a vodka i sádlo a balušek. <box>429 84 752 123</box>
board-square <box>868 704 893 729</box>
move-cell: 3. <box>763 959 776 970</box>
move-cell: Jc3×d5 <box>791 1086 827 1097</box>
move-cell: Jf3—g5 <box>791 1099 827 1110</box>
move-cell: 19. <box>763 1162 782 1174</box>
white-pieces: Bílý: ♔b1, ♕e4, ♗a8, d5 <box>777 825 903 837</box>
